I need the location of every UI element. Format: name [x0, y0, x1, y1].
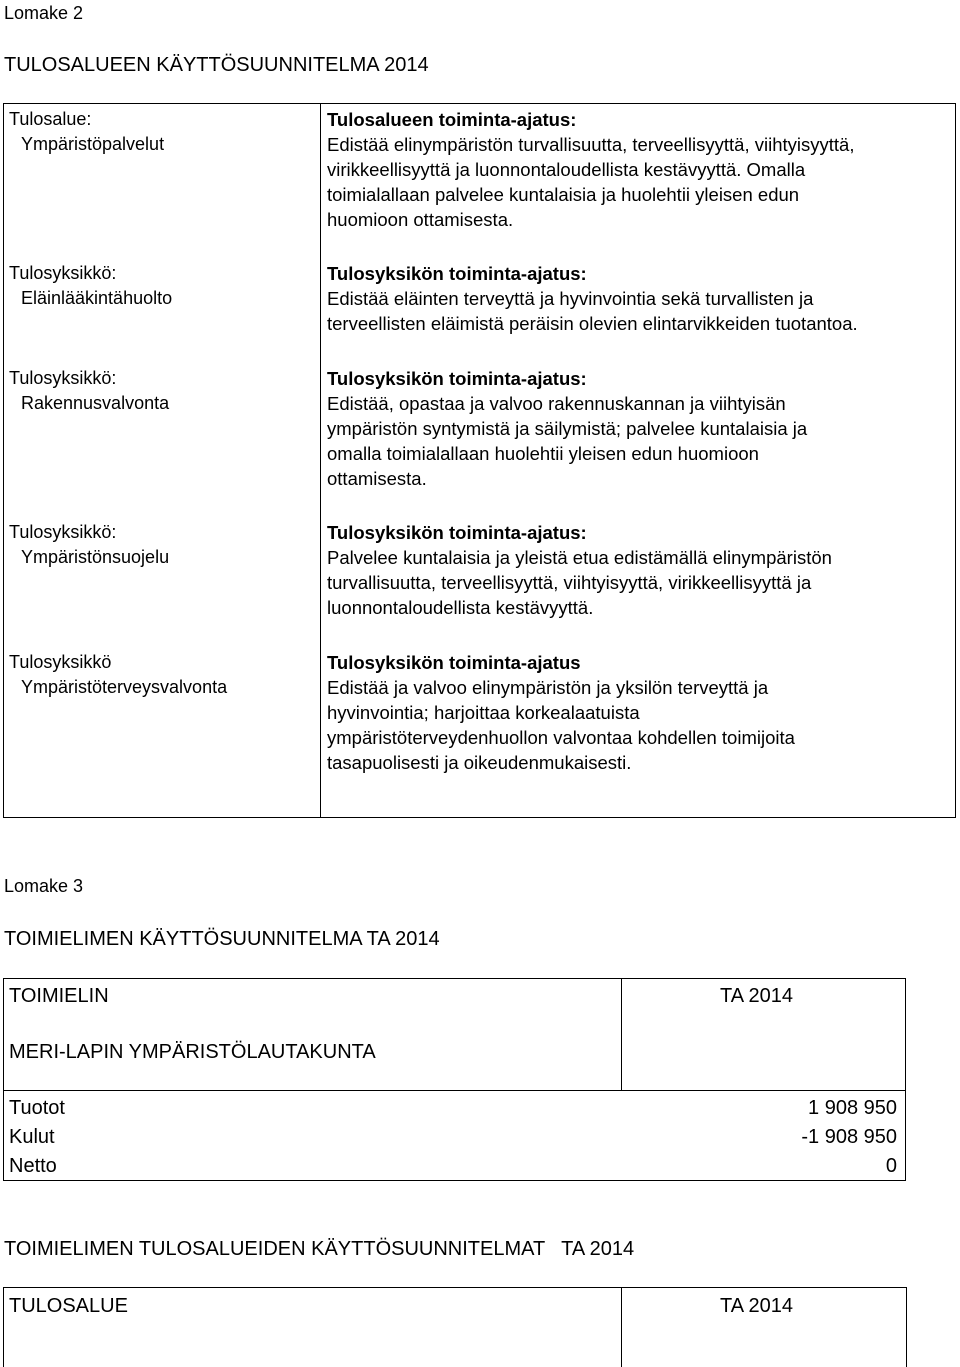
unit-year-heading: TA 2014: [720, 1295, 794, 1317]
mission-line: tasapuolisesti ja oikeudenmukaisesti.: [327, 752, 632, 773]
area-mission-heading: Tulosalueen toiminta-ajatus:: [327, 109, 577, 130]
unit-cell-elainlaakinta: [9, 261, 172, 311]
mission-line: virikkeellisyyttä ja luonnontaloudellista kestävyyttä. Omalla: [327, 159, 806, 180]
form3-subtitle: TOIMIELIMEN TULOSALUEIDEN KÄYTTÖSUUNNITELMAT TA 2014: [4, 1238, 635, 1260]
unit-mission-heading: Tulosyksikön toiminta-ajatus: [327, 652, 581, 673]
mission-line: ympäristöterveydenhuollon valvontaa kohdellen toimijoita: [327, 727, 795, 748]
unit-mission-elainlaakinta: [327, 261, 952, 336]
budget-row-value: 1 908 950: [808, 1097, 897, 1119]
unit-heading: TULOSALUE: [9, 1295, 128, 1317]
mission-line: toimialallaan palvelee kuntalaisia ja huolehtii yleisen edun: [327, 184, 800, 205]
mission-line: ympäristön syntymistä ja säilymistä; palvelee kuntalaisia ja: [327, 418, 808, 439]
budget-row-kulut: [9, 1125, 897, 1149]
budget-row-label: Netto: [9, 1155, 57, 1177]
unit-cell-ymparistoterveysvalvonta: [9, 650, 227, 700]
budget-row-tuotot: [9, 1096, 897, 1120]
area-cell: [9, 107, 164, 157]
mission-line: luonnontaloudellista kestävyyttä.: [327, 597, 594, 618]
mission-line: terveellisten eläimistä peräisin olevien elintarvikkeiden tuotantoa.: [327, 313, 858, 334]
unit-mission-heading: Tulosyksikön toiminta-ajatus:: [327, 522, 587, 543]
unit-table: [3, 1287, 907, 1367]
area-label: Tulosalue:: [9, 109, 92, 129]
mission-line: omalla toimialallaan huolehtii yleisen edun huomioon: [327, 443, 759, 464]
form3-label: Lomake 3: [4, 876, 84, 896]
unit-cell-ymparistonsuojelu: [9, 520, 169, 570]
form2-title: TULOSALUEEN KÄYTTÖSUUNNITELMA 2014: [4, 54, 429, 76]
unit-cell-rakennusvalvonta: [9, 366, 169, 416]
year-heading: TA 2014: [720, 985, 794, 1007]
budget-row-label: Kulut: [9, 1126, 55, 1148]
unit-mission-rakennusvalvonta: [327, 366, 952, 491]
mission-line: huomioon ottamisesta.: [327, 209, 514, 230]
unit-label: Tulosyksikkö:: [9, 263, 117, 283]
unit-label: Tulosyksikkö:: [9, 368, 117, 388]
unit-value: Ympäristöterveysvalvonta: [21, 677, 228, 697]
unit-mission-ymparistoterveysvalvonta: [327, 650, 952, 775]
organ-heading: TOIMIELIN: [9, 985, 109, 1007]
budget-row-label: Tuotot: [9, 1097, 65, 1119]
unit-label: Tulosyksikkö: [9, 652, 112, 672]
form3-title: TOIMIELIMEN KÄYTTÖSUUNNITELMA TA 2014: [4, 928, 440, 950]
unit-mission-ymparistonsuojelu: [327, 520, 952, 620]
mission-line: Edistää eläinten terveyttä ja hyvinvointia sekä turvallisten ja: [327, 288, 814, 309]
unit-mission-heading: Tulosyksikön toiminta-ajatus:: [327, 368, 587, 389]
area-mission: [327, 107, 952, 232]
unit-value: Eläinlääkintähuolto: [21, 288, 173, 308]
budget-table-vline: [621, 979, 622, 1091]
budget-table: [3, 978, 906, 1181]
budget-table-hline: [4, 1090, 905, 1091]
budget-row-value: 0: [885, 1155, 897, 1177]
unit-label: Tulosyksikkö:: [9, 522, 117, 542]
unit-mission-heading: Tulosyksikön toiminta-ajatus:: [327, 263, 587, 284]
form2-label: Lomake 2: [4, 3, 84, 23]
mission-line: Edistää ja valvoo elinympäristön ja yksilön terveyttä ja: [327, 677, 769, 698]
mission-line: hyvinvointia; harjoittaa korkealaatuista: [327, 702, 640, 723]
unit-value: Ympäristönsuojelu: [21, 547, 170, 567]
mission-line: Palvelee kuntalaisia ja yleistä etua edistämällä elinympäristön: [327, 547, 832, 568]
budget-row-value: -1 908 950: [801, 1126, 897, 1148]
mission-line: Edistää, opastaa ja valvoo rakennuskannan ja viihtyisän: [327, 393, 786, 414]
area-value: Ympäristöpalvelut: [21, 134, 165, 154]
mission-line: ottamisesta.: [327, 468, 427, 489]
unit-table-vline: [621, 1288, 622, 1367]
mission-line: turvallisuutta, terveellisyyttä, viihtyisyyttä, virikkeellisyyttä ja: [327, 572, 812, 593]
mission-line: Edistää elinympäristön turvallisuutta, terveellisyyttä, viihtyisyyttä,: [327, 134, 855, 155]
plan-table-divider: [320, 104, 321, 817]
organ-name: MERI-LAPIN YMPÄRISTÖLAUTAKUNTA: [9, 1041, 376, 1063]
unit-value: Rakennusvalvonta: [21, 393, 170, 413]
plan-table: [3, 103, 956, 818]
budget-row-netto: [9, 1154, 897, 1178]
